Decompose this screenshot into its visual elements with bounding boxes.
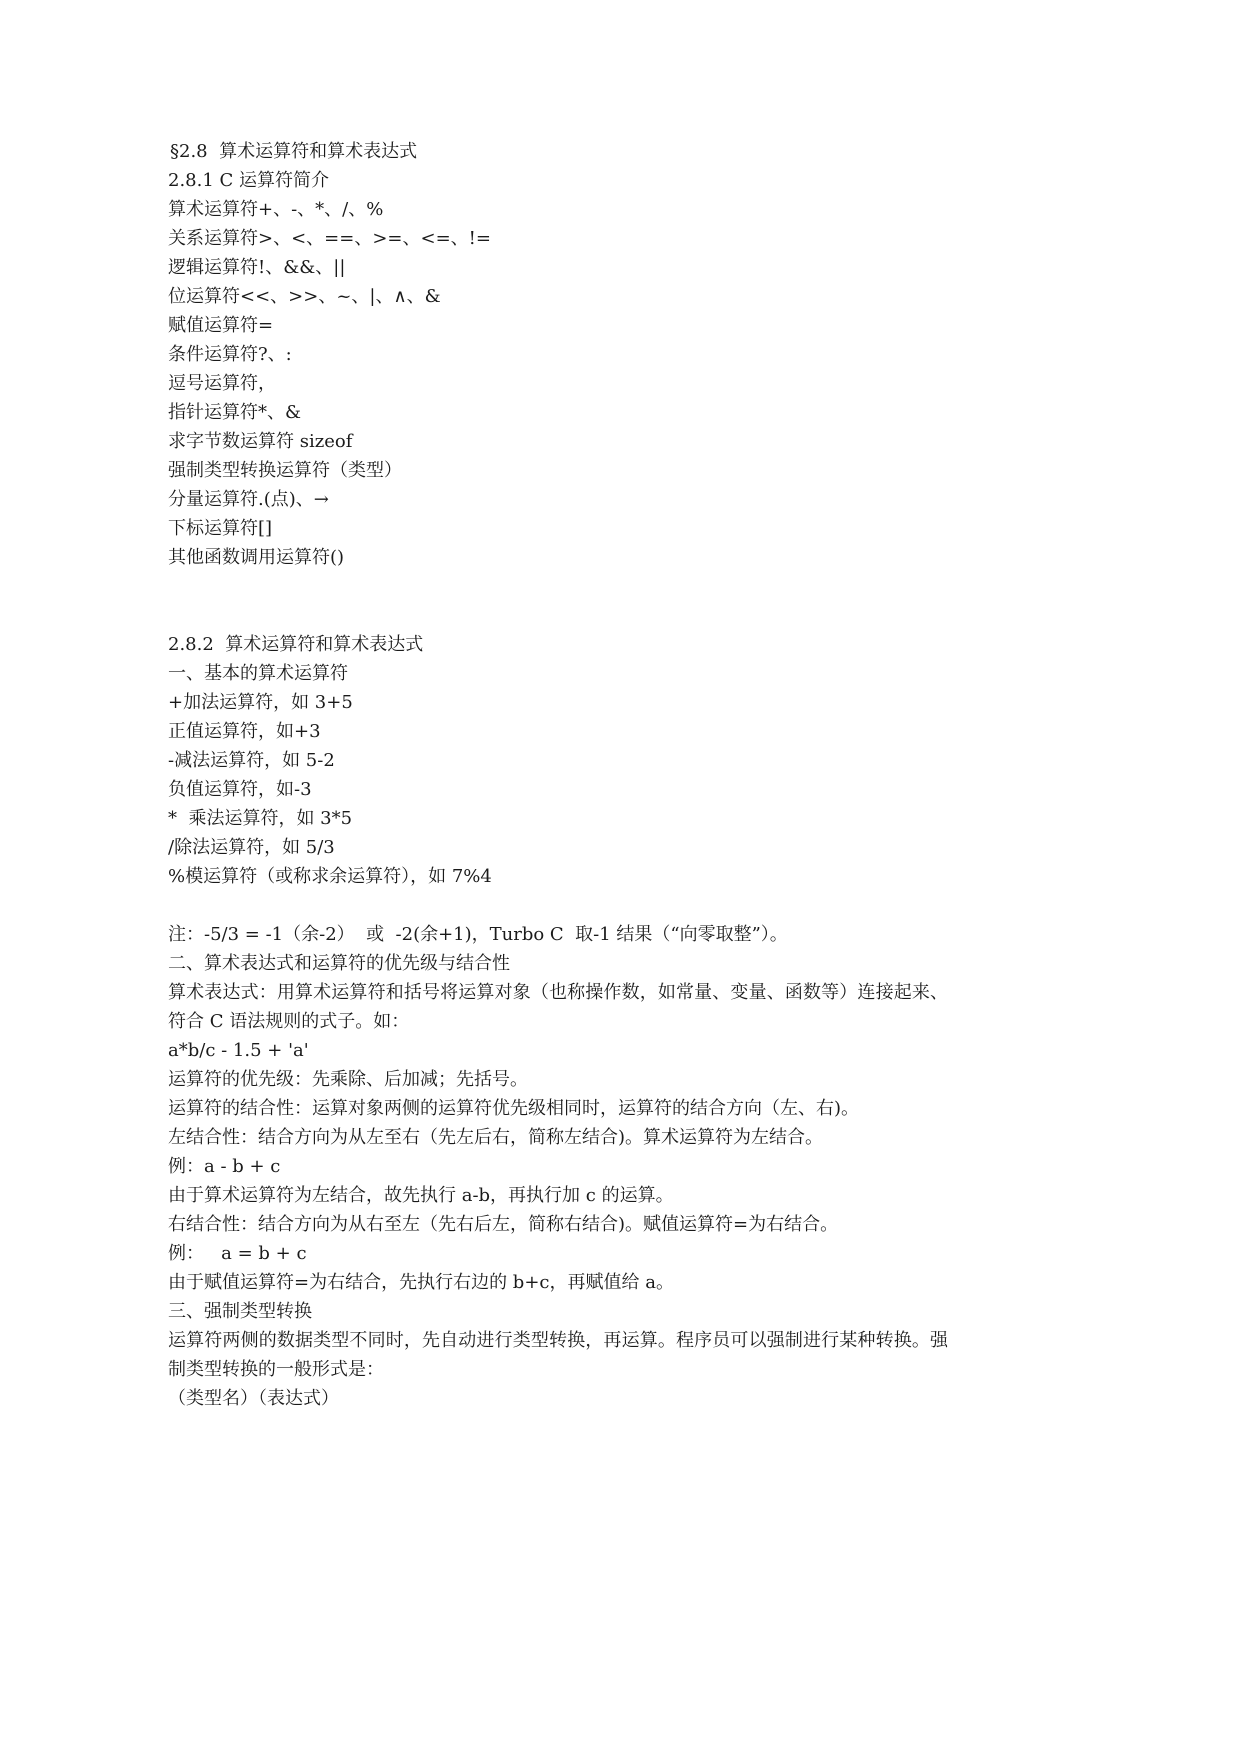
cast-form: （类型名）（表达式） xyxy=(168,1388,339,1409)
note-line: 注：-5/3 = -1（余-2） 或 -2(余+1)，Turbo C 取-1 结果（“向零取整”）。 xyxy=(168,924,788,945)
cast-paragraph: 运算符两侧的数据类型不同时，先自动进行类型转换，再运算。程序员可以强制进行某种转换。强制类型转换的一般形式是： xyxy=(168,1330,948,1380)
operator-line: 位运算符<<、>>、~、|、∧、& xyxy=(168,286,441,307)
operator-line: 赋值运算符= xyxy=(168,315,274,336)
spacer xyxy=(168,572,948,630)
operator-line: 其他函数调用运算符() xyxy=(168,547,345,568)
operator-line: 分量运算符.(点)、→ xyxy=(168,489,329,510)
part-heading: 三、强制类型转换 xyxy=(168,1301,312,1322)
body-line: 由于赋值运算符=为右结合，先执行右边的 b+c，再赋值给 a。 xyxy=(168,1272,674,1293)
body-line: 运算符的结合性：运算对象两侧的运算符优先级相同时，运算符的结合方向（左、右)。 xyxy=(168,1098,860,1119)
body-line: 例： a = b + c xyxy=(168,1243,307,1264)
operator-line: 关系运算符>、<、==、>=、<=、!= xyxy=(168,228,491,249)
operator-line: 条件运算符?、: xyxy=(168,344,292,365)
subsection-title: 2.8.1 C 运算符简介 xyxy=(168,170,330,191)
subsection-title: 2.8.2 算术运算符和算术表达式 xyxy=(168,634,424,655)
operator-line: 求字节数运算符 sizeof xyxy=(168,431,353,452)
body-line: a*b/c - 1.5 + 'a' xyxy=(168,1040,309,1061)
body-line: 运算符的优先级：先乘除、后加减；先括号。 xyxy=(168,1069,528,1090)
part-heading: 二、算术表达式和运算符的优先级与结合性 xyxy=(168,953,510,974)
operator-example: /除法运算符，如 5/3 xyxy=(168,837,335,858)
operator-example: +加法运算符，如 3+5 xyxy=(168,692,353,713)
body-line: 由于算术运算符为左结合，故先执行 a-b，再执行加 c 的运算。 xyxy=(168,1185,674,1206)
body-line: 右结合性：结合方向为从右至左（先右后左，简称右结合)。赋值运算符=为右结合。 xyxy=(168,1214,839,1235)
operator-line: 逻辑运算符!、&&、|| xyxy=(168,257,346,278)
spacer xyxy=(168,891,948,920)
operator-line: 指针运算符*、& xyxy=(168,402,302,423)
operator-example: 负值运算符，如-3 xyxy=(168,779,312,800)
operator-line: 算术运算符+、-、*、/、% xyxy=(168,199,384,220)
operator-example: 正值运算符，如+3 xyxy=(168,721,321,742)
operator-example: * 乘法运算符，如 3*5 xyxy=(168,808,353,829)
document-body xyxy=(168,137,948,1413)
operator-line: 下标运算符[] xyxy=(168,518,273,539)
operator-line: 强制类型转换运算符（类型） xyxy=(168,460,402,481)
body-line: 左结合性：结合方向为从左至右（先左后右，简称左结合)。算术运算符为左结合。 xyxy=(168,1127,824,1148)
part-heading: 一、基本的算术运算符 xyxy=(168,663,348,684)
operator-example: %模运算符（或称求余运算符），如 7%4 xyxy=(168,866,492,887)
operator-line: 逗号运算符， xyxy=(168,373,276,394)
definition-paragraph: 算术表达式：用算术运算符和括号将运算对象（也称操作数，如常量、变量、函数等）连接起来、符合 C 语法规则的式子。如： xyxy=(168,982,948,1032)
body-line: 例：a - b + c xyxy=(168,1156,281,1177)
section-title: §2.8 算术运算符和算术表达式 xyxy=(170,141,418,162)
operator-example: -减法运算符，如 5-2 xyxy=(168,750,335,771)
